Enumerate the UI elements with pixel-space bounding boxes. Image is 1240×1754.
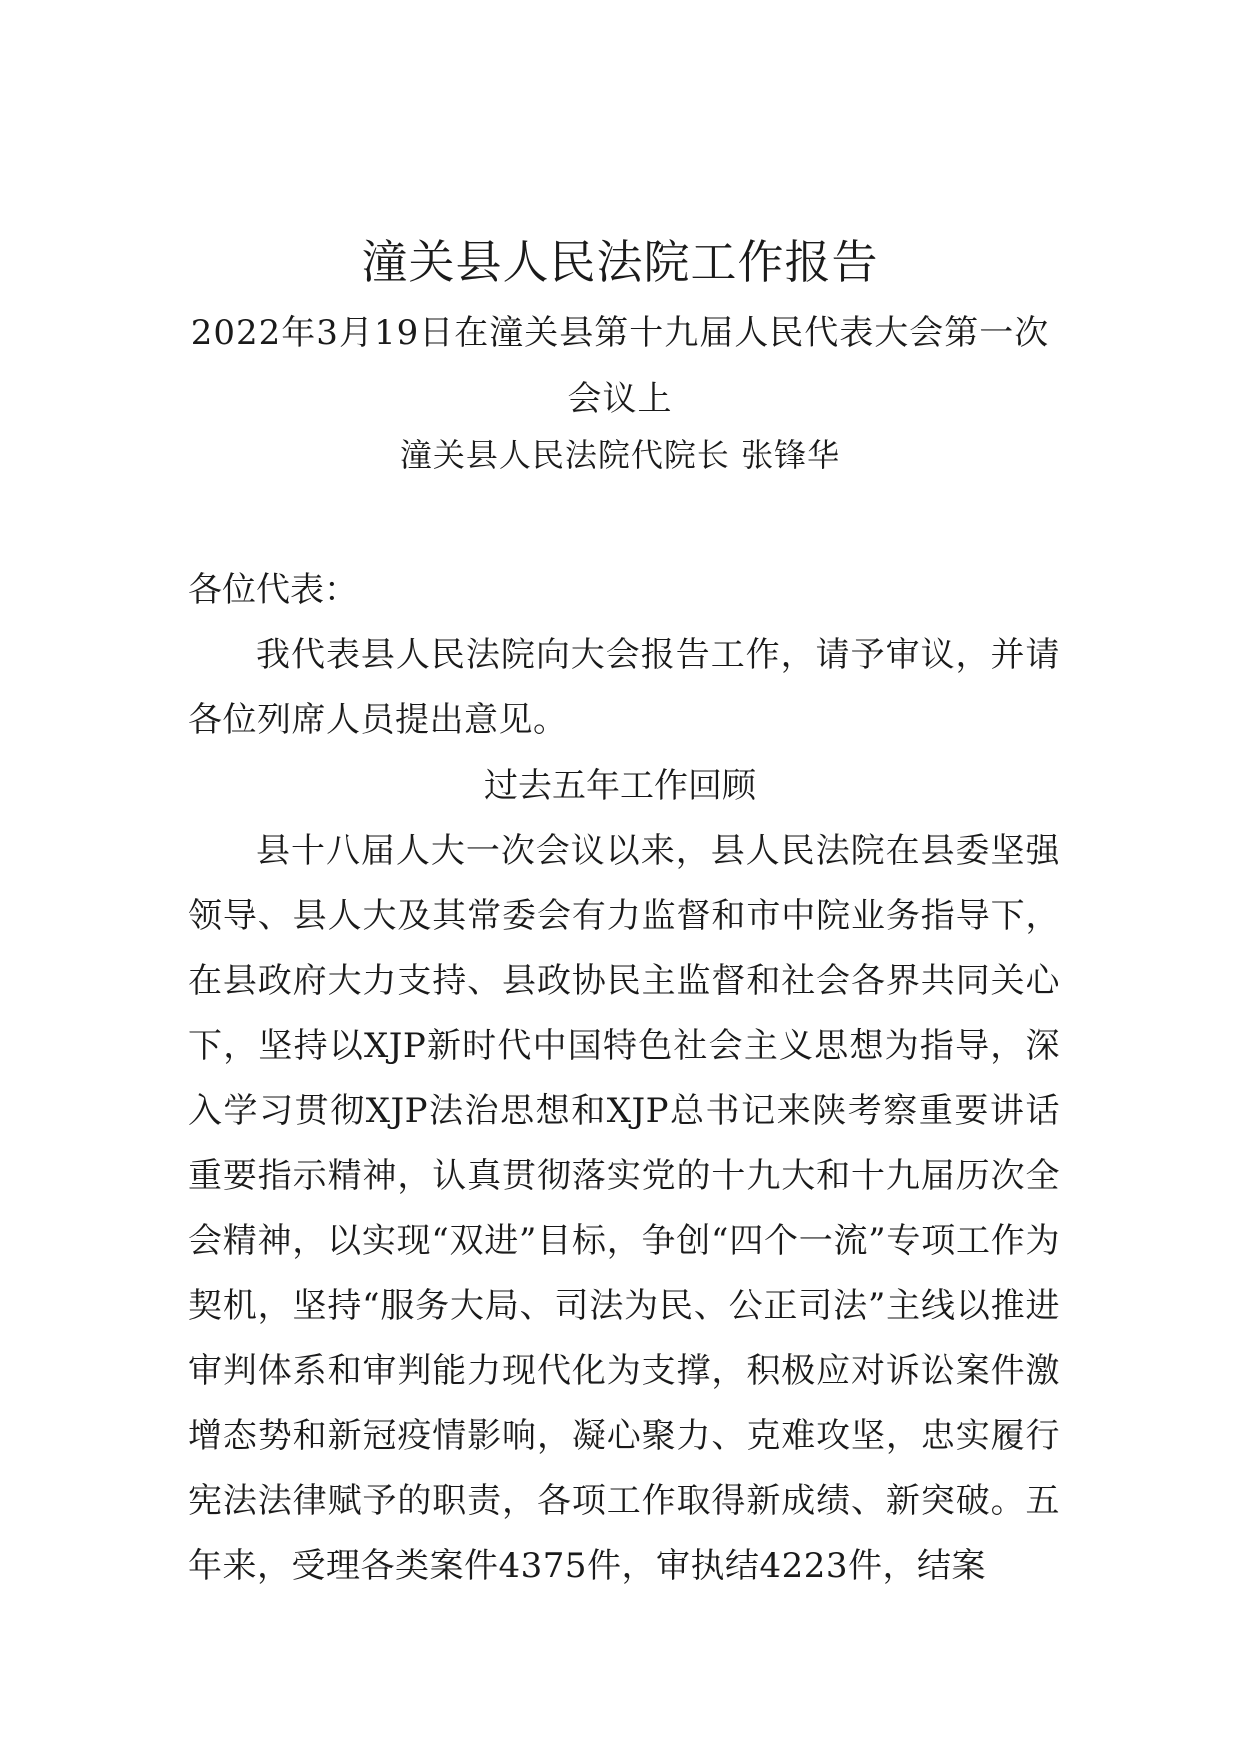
report-title: 潼关县人民法院工作报告 bbox=[361, 235, 879, 289]
review-paragraph: 县十八届人大一次会议以来，县人民法院在县委坚强领导、县人大及其常委会有力监督和市中院业务指导下，在县政府大力支持、县政协民主监督和社会各界共同关心下，坚持以XJP新时代中国特色社会主义思想为指导，深入学习贯彻XJP法治思想和XJP总书记来陕考察重要讲话重要指示精神，认真贯彻落实党的十九大和十九届历次全会精神，以实现“双进”目标，争创“四个一流”专项工作为契机，坚持“服务大局、司法为民、公正司法”主线以推进审判体系和审判能力现代化为支撑，积极应对诉讼案件激增态势和新冠疫情影响，凝心聚力、克难攻坚，忠实履行宪法法律赋予的职责，各项工作取得新成绩、新突破。五年来，受理各类案件4375件，审执结4223件，结案 bbox=[188, 831, 1060, 1586]
report-author: 潼关县人民法院代院长 张锋华 bbox=[399, 436, 841, 474]
section-heading: 过去五年工作回顾 bbox=[484, 766, 756, 806]
report-subtitle: 2022年3月19日在潼关县第十九届人民代表大会第一次会议上 bbox=[190, 313, 1050, 419]
intro-paragraph: 我代表县人民法院向大会报告工作，请予审议，并请各位列席人员提出意见。 bbox=[188, 635, 1060, 740]
salutation: 各位代表： bbox=[188, 570, 358, 610]
